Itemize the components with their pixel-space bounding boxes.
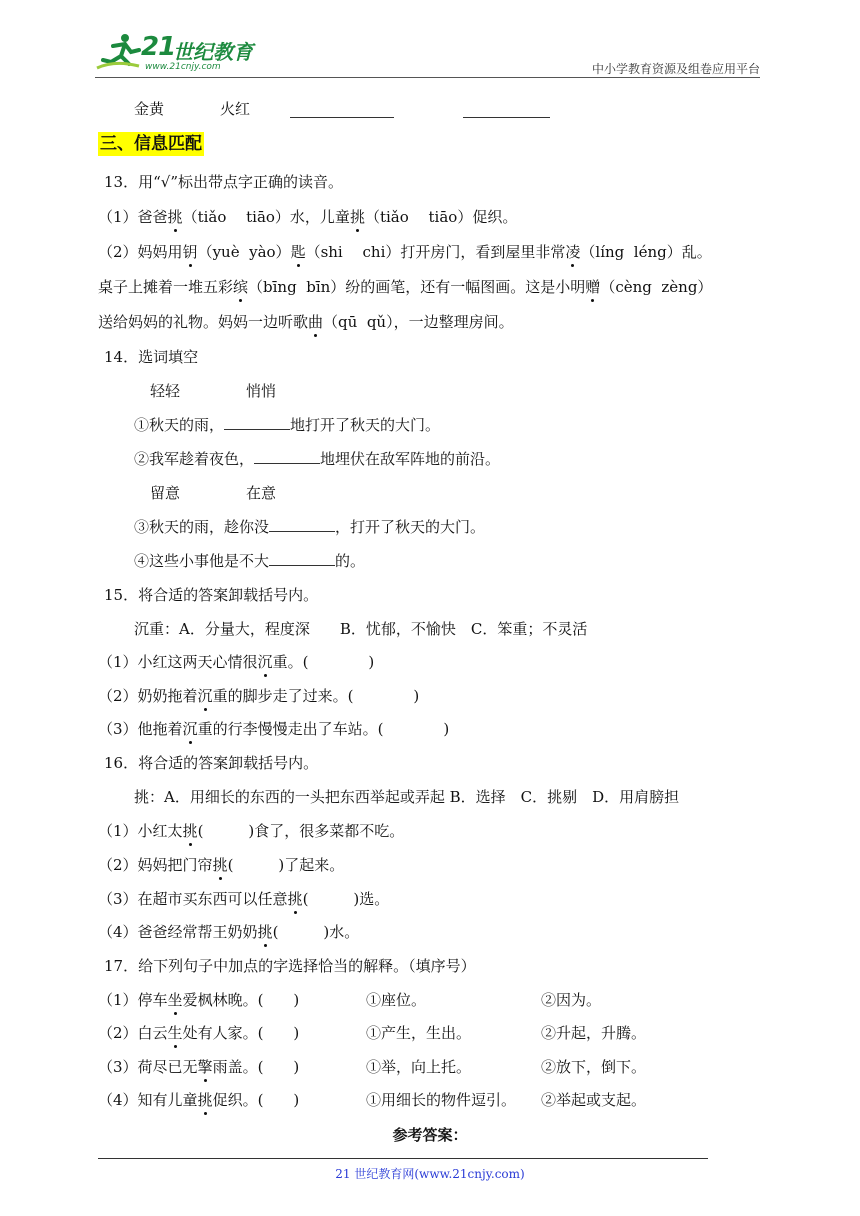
q15-definition: 沉重：A．分量大，程度深 B．忧郁，不愉快 C．笨重；不灵活 [134,620,588,638]
dotted-char: 沉 [182,720,198,738]
dotted-char: 挑 [349,208,365,226]
dotted-char: 坐 [167,991,183,1009]
q16-line-1: （1）小红太挑( )食了，很多菜都不吃。 [98,822,405,840]
question-15-title: 15．将合适的答案卸载括号内。 [104,586,319,604]
q17-row-4-option-2: ②举起或支起。 [541,1091,647,1109]
q15-line-2: （2）奶奶拖着沉重的脚步走了过来。( ) [98,687,420,705]
q16-line-4: （4）爸爸经常帮王奶奶挑( )水。 [98,923,360,941]
q13-line-2: （2）妈妈用钥（yuè yào）匙（shi chi）打开房门，看到屋里非常凌（líng léng）乱。 [98,243,712,261]
dotted-char: 挑 [182,822,198,840]
q13-line-4: 送给妈妈的礼物。妈妈一边听歌曲（qū qǔ），一边整理房间。 [98,313,514,331]
footer-divider [98,1158,708,1159]
q16-definition: 挑：A．用细长的东西的一头把东西举起或弄起 B．选择 C．挑剔 D．用肩膀担 [134,788,680,806]
q17-row-4-option-1: ①用细长的物件逗引。 [366,1091,517,1109]
q14-sentence-2: ②我军趁着夜色， 地埋伏在敌军阵地的前沿。 [134,450,501,468]
blank-line [463,116,550,118]
question-17-title: 17．给下列句子中加点的字选择恰当的解释。（填序号） [104,957,476,975]
word-qiaoqiao: 悄悄 [246,382,277,400]
q17-row-1: （1）停车坐爱枫林晚。( ) [98,991,300,1009]
q17-row-2: （2）白云生处有人家。( ) [98,1024,300,1042]
question-13-title: 13．用“√”标出带点字正确的读音。 [104,173,343,191]
section-title: 三、信息匹配 [100,134,202,154]
question-14-title: 14．选词填空 [104,348,199,366]
dotted-char: 沉 [197,687,213,705]
header-divider [95,77,760,78]
word-jinhuang: 金黄 [134,100,165,118]
answers-title: 参考答案： [392,1126,468,1144]
q17-row-3: （3）荷尽已无擎雨盖。( ) [98,1058,300,1076]
dotted-char: 缤 [233,278,249,296]
footer-link[interactable]: 21 世纪教育网(www.21cnjy.com) [335,1167,525,1181]
dotted-char: 沉 [257,653,273,671]
q17-row-2-option-2: ②升起，升腾。 [541,1024,647,1042]
word-zaiyi: 在意 [246,484,277,502]
q16-line-2: （2）妈妈把门帘挑( )了起来。 [98,856,345,874]
dotted-char: 擎 [197,1058,213,1076]
q17-row-3-option-1: ①举，向上托。 [366,1058,472,1076]
blank-line [290,116,394,118]
word-huohong: 火红 [220,100,251,118]
q17-row-3-option-2: ②放下，倒下。 [541,1058,647,1076]
q16-line-3: （3）在超市买东西可以任意挑( )选。 [98,890,390,908]
q17-row-4: （4）知有儿童挑促织。( ) [98,1091,300,1109]
dotted-char: 挑 [287,890,303,908]
word-liuyi: 留意 [150,484,181,502]
dotted-char: 生 [167,1024,183,1042]
dotted-char: 挑 [257,923,273,941]
runner-logo-icon [95,32,143,72]
q15-line-1: （1）小红这两天心情很沉重。( ) [98,653,375,671]
platform-name: 中小学教育资源及组卷应用平台 [591,62,760,76]
dotted-char: 挑 [197,1091,213,1109]
dotted-char: 凌 [565,243,581,261]
dotted-char: 赠 [585,278,601,296]
logo [95,32,265,72]
dotted-char: 挑 [212,856,228,874]
dotted-char: 曲 [308,313,324,331]
logo-number: 21 [141,32,176,62]
q17-row-1-option-2: ②因为。 [541,991,602,1009]
dotted-char: 挑 [167,208,183,226]
logo-url: www.21cnjy.com [145,62,221,72]
logo-brand: 世纪教育 [173,40,253,64]
q14-sentence-3: ③秋天的雨，趁你没 ，打开了秋天的大门。 [134,518,486,536]
q13-line-1: （1）爸爸挑（tiǎo tiāo）水，儿童挑（tiǎo tiāo）促织。 [98,208,518,226]
question-16-title: 16．将合适的答案卸载括号内。 [104,754,319,772]
q17-row-1-option-1: ①座位。 [366,991,427,1009]
q14-sentence-1: ①秋天的雨， 地打开了秋天的大门。 [134,416,441,434]
dotted-char: 钥 [182,243,198,261]
q17-row-2-option-1: ①产生，生出。 [366,1024,472,1042]
q14-sentence-4: ④这些小事他是不大 的。 [134,552,366,570]
page-header [95,30,760,78]
q15-line-3: （3）他拖着沉重的行李慢慢走出了车站。( ) [98,720,450,738]
q13-line-3: 桌子上摊着一堆五彩缤（bīng bīn）纷的画笔，还有一幅图画。这是小明赠（cèng zèng） [98,278,713,296]
word-qingqing: 轻轻 [150,382,181,400]
dotted-char: 匙 [290,243,306,261]
